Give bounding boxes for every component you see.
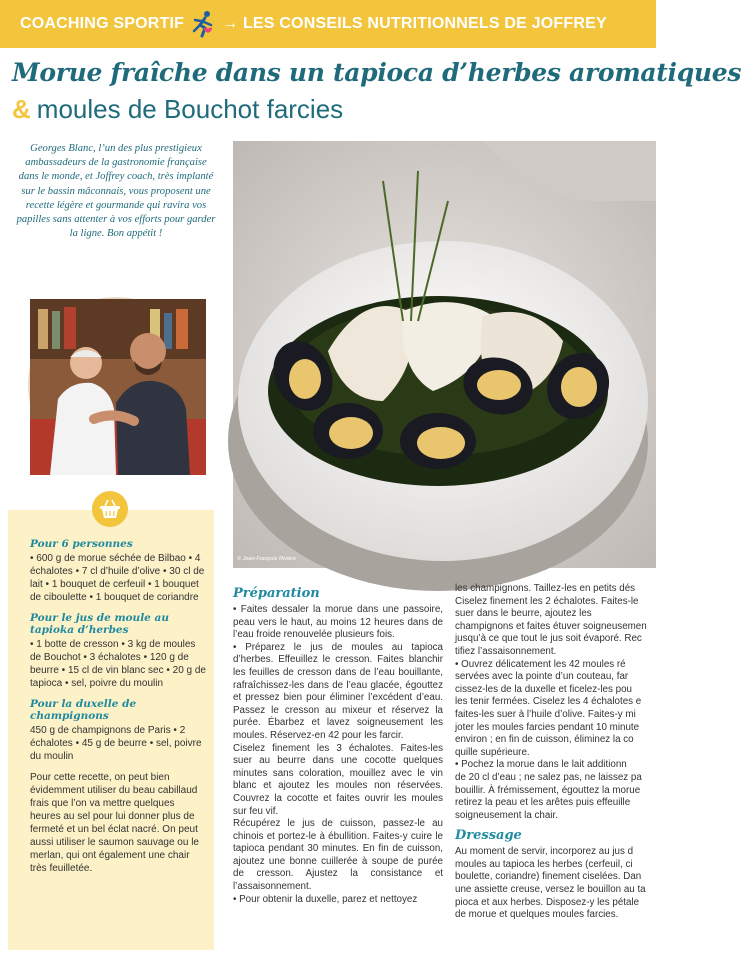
continuation-column <box>455 583 656 922</box>
duxelle-heading: Pour la duxelle de champignons <box>30 698 137 722</box>
photo-credit: © Jean-François Rivière <box>237 556 297 562</box>
jus-ingredients: • 1 botte de cresson • 3 kg de moules de Bouchot • 3 échalotes • 120 g de beurre • 15 cl de vin blanc sec • 20 g de tapioca • sel, poivre du moulin <box>30 639 206 689</box>
jus-heading: Pour le jus de moule au tapioka d’herbes <box>30 612 169 636</box>
servings-ingredients: • 600 g de morue séchée de Bilbao • 4 échalotes • 7 cl d’huile d’olive • 30 cl de lait • 1 bouquet de cerfeuil • 1 bouquet de ciboulette • 1 bouquet de coriandre <box>30 553 205 603</box>
intro-paragraph: Georges Blanc, l’un des plus prestigieux ambassadeurs de la gastronomie française dans le monde, et Joffrey coach, très implanté sur le bassin mâconnais, vous proposent une recette légère et gourmande qui ravira vos papilles sans attenter à vos efforts pour garder la ligne. Bon appétit ! <box>16 143 216 240</box>
title-line2-text: moules de Bouchot farcies <box>36 94 344 124</box>
chef-coach-portrait <box>28 297 204 473</box>
title-ampersand: & <box>12 94 31 124</box>
recipe-title-line1: Morue fraîche dans un tapioca d’herbes aromatiques <box>12 58 741 87</box>
recipe-title-line2 <box>12 94 343 125</box>
runner-icon <box>188 9 218 39</box>
preparation-heading: Préparation <box>233 586 320 601</box>
header-banner <box>0 0 656 48</box>
preparation-text: • Faites dessaler la morue dans une passoire, peau vers le haut, au moins 12 heures dans de l’eau froide renouvelée plusieurs fois. • Préparez le jus de moules au tapioca d’herbes. Effeuillez le cresson. Faites blanchir les feuilles de cresson dans de l’eau bouillante, rafraîchissez-les dans de l’eau glacée, égouttez et pressez bien pour éliminer l’excédent d’eau. Passez le cresson au mixeur et réservez la purée. Ébarbez et lavez soigneusement les moules. Réservez-en 42 pour les farcir. Ciselez finement les 3 échalotes. Faites-les suer au beurre dans une cocotte quelques minutes sans coloration, mouillez avec le vin blanc et ajoutez les moules non réservées. Couvrez la cocotte et faites ouvrir les moules sur feu vif. Récupérez le jus de cuisson, passez-le au chinois et portez-le à ébullition. Faites-y cuire le tapioca pendant 30 minutes. En fin de cuisson, ajoutez une bonne cuillerée à soupe de purée de cresson. Ajustez la consistance et l’assaisonnement. • Pour obtenir la duxelle, parez et nettoyez <box>233 604 443 905</box>
ingredients-sidebar <box>8 510 214 950</box>
banner-column-title: → LES CONSEILS NUTRITIONNELS DE JOFFREY <box>222 15 607 32</box>
banner-section-label: COACHING SPORTIF <box>20 15 185 32</box>
continuation-text: les champignons. Taillez-les en petits dés Ciselez finement les 2 échalotes. Faites-le suer dans le beurre, ajoutez les champignons et faites étuver soigneusemen jusqu’à ce que tout le jus soit évaporé. Rec tifiez l’assaisonnement. • Ouvrez délicatement les 42 moules ré servées avec la pointe d’un couteau, far cissez-les de la duxelle et ficelez-les pou les tenir fermées. Ciselez les 4 échalotes e faites-les suer à l’huile d’olive. Faites-y mi joter les moules farcies pendant 10 minute environ ; en fin de cuisson, éliminez la co quille supérieure. • Pochez la morue dans le lait additionn de 20 cl d’eau ; ne salez pas, ne laissez pa bouillir. À frémissement, égouttez la morue retirez la peau et les arêtes puis effeuille soigneusement la chair. <box>455 583 647 821</box>
dish-photo <box>233 141 656 568</box>
dressage-text: Au moment de servir, incorporez au jus d moules au tapioca les herbes (cerfeuil, ci boulette, coriandre) finement ciselées. Dan une assiette creuse, versez le bouillon au ta pioca et aux herbes. Disposez-y les pétale de morue et quelques moules farcies. <box>455 846 646 921</box>
dressage-heading: Dressage <box>455 828 522 844</box>
duxelle-ingredients: 450 g de champignons de Paris • 2 échalotes • 45 g de beurre • sel, poivre du moulin <box>30 725 202 762</box>
basket-icon <box>92 491 128 527</box>
tip-note: Pour cette recette, on peut bien évidemment utiliser du beau cabillaud frais que l’on va mettre quelques heures au sel pour lui donner plus de fermeté et un bel éclat nacré. On peut aussi utiliser le saumon sauvage ou le merlan, qui ont également une chair très feuilletée. <box>30 772 199 874</box>
preparation-column <box>233 586 443 906</box>
servings-heading: Pour 6 personnes <box>30 538 133 550</box>
